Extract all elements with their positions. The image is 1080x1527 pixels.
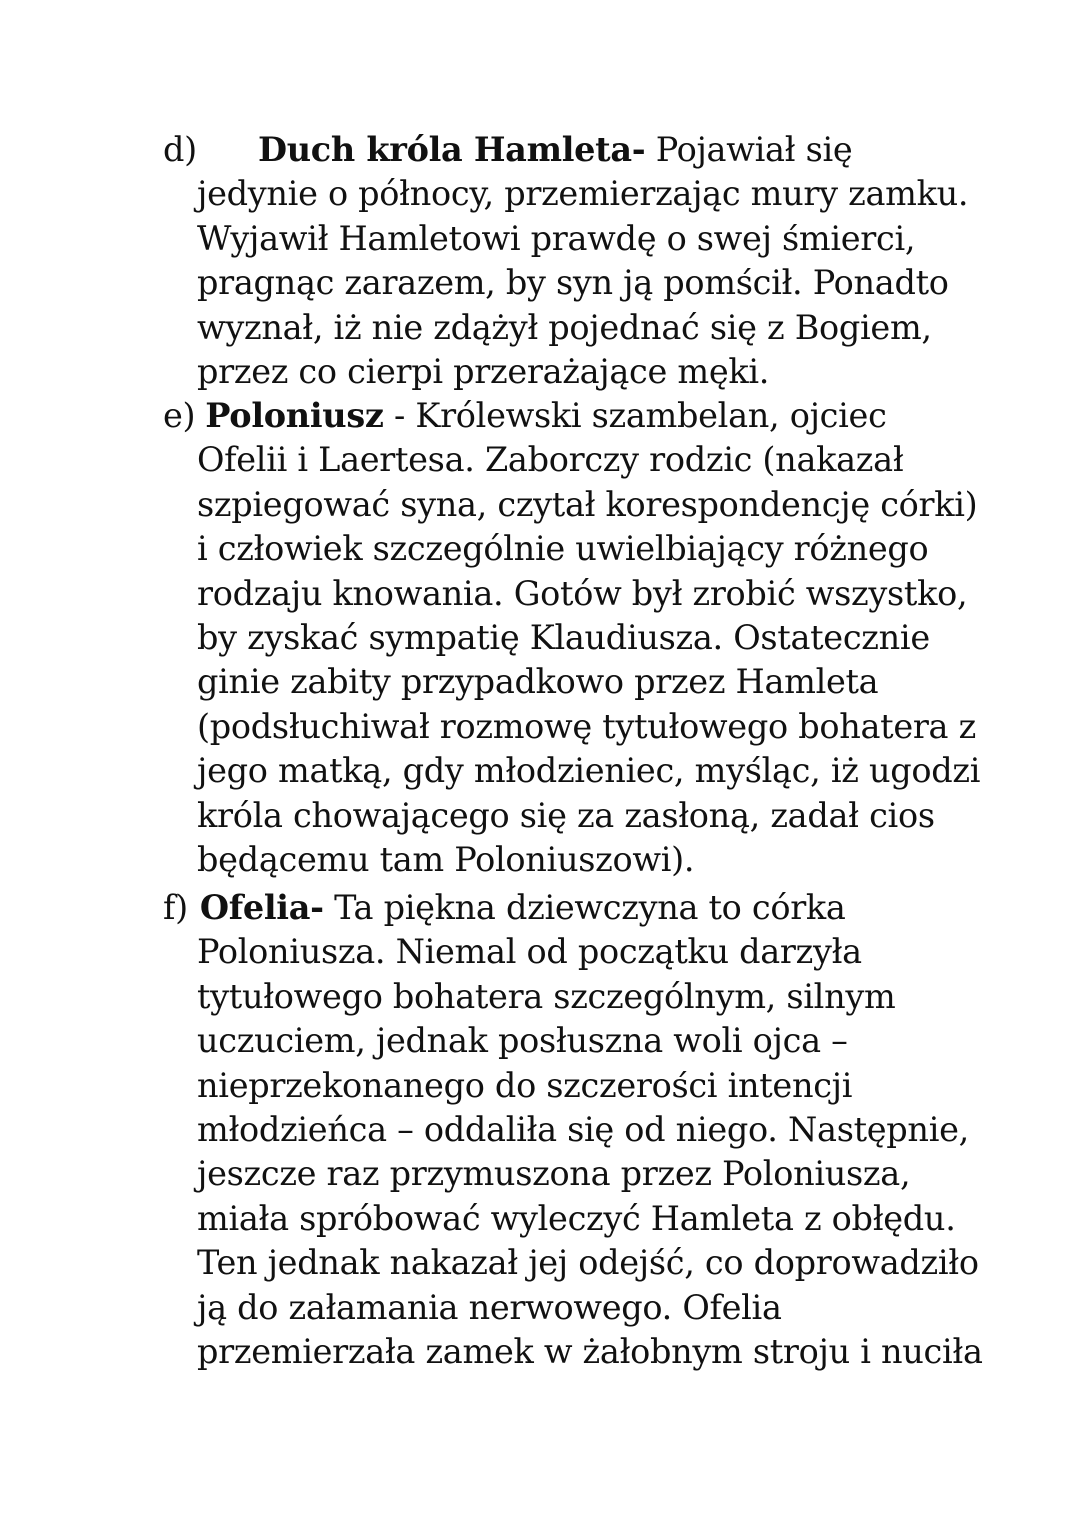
entry-poloniusz: [163, 394, 1023, 882]
entry-ofelia: [163, 886, 1023, 1374]
entry-marker: d): [163, 130, 197, 169]
entry-line: miała spróbować wyleczyć Hamleta z obłędu.: [197, 1198, 956, 1238]
entry-first-line: [163, 128, 1023, 172]
character-name: Poloniusz: [205, 396, 384, 435]
entry-line: pragnąc zarazem, by syn ją pomścił. Ponadto: [197, 263, 949, 303]
entry-line: przemierzała zamek w żałobnym stroju i nuciła: [197, 1332, 983, 1372]
entry-line: (podsłuchiwał rozmowę tytułowego bohatera z: [197, 706, 976, 746]
entry-line: wyznał, iż nie zdążył pojednać się z Bogiem,: [197, 307, 932, 347]
entry-line: będącemu tam Poloniuszowi).: [197, 840, 695, 880]
entry-line: tytułowego bohatera szczególnym, silnym: [197, 976, 896, 1016]
entry-line: Ten jednak nakazał jej odejść, co doprowadziło: [197, 1243, 979, 1283]
entry-marker: e): [163, 396, 196, 435]
character-name: Ofelia-: [199, 888, 324, 927]
entry-line: przez co cierpi przerażające męki.: [197, 352, 770, 392]
entry-line: szpiegować syna, czytał korespondencję córki): [197, 484, 978, 524]
entry-line: jedynie o północy, przemierzając mury zamku.: [197, 174, 969, 214]
entry-line: jeszcze raz przymuszona przez Poloniusza,: [197, 1154, 911, 1194]
entry-line: młodzieńca – oddaliła się od niego. Następnie,: [197, 1110, 969, 1150]
entry-line: jego matką, gdy młodzieniec, myśląc, iż ugodzi: [197, 751, 981, 791]
entry-text: - Królewski szambelan, ojciec: [383, 396, 887, 435]
entry-line: rodzaju knowania. Gotów był zrobić wszystko,: [197, 573, 968, 613]
entry-line: Poloniusza. Niemal od początku darzyła: [197, 932, 862, 972]
entry-line: króla chowającego się za zasłoną, zadał cios: [197, 795, 935, 835]
entry-line: Wyjawił Hamletowi prawdę o swej śmierci,: [197, 218, 916, 258]
entry-first-line: [163, 394, 1023, 438]
character-name: Duch króla Hamleta-: [258, 130, 646, 169]
entry-text: Ta piękna dziewczyna to córka: [323, 888, 846, 927]
entry-line: uczuciem, jednak posłuszna woli ojca –: [197, 1021, 848, 1061]
entry-line: ginie zabity przypadkowo przez Hamleta: [197, 662, 879, 702]
entry-text: Pojawiał się: [645, 130, 853, 169]
entry-line: Ofelii i Laertesa. Zaborczy rodzic (nakazał: [197, 440, 904, 480]
entry-line: ją do załamania nerwowego. Ofelia: [197, 1287, 782, 1327]
entry-line: nieprzekonanego do szczerości intencji: [197, 1065, 853, 1105]
entry-line: i człowiek szczególnie uwielbiający różnego: [197, 529, 929, 569]
entry-duch-krola-hamleta: [163, 128, 1023, 394]
entry-first-line: [163, 886, 1023, 930]
entry-marker: f): [163, 888, 188, 927]
entry-line: by zyskać sympatię Klaudiusza. Ostatecznie: [197, 618, 930, 658]
